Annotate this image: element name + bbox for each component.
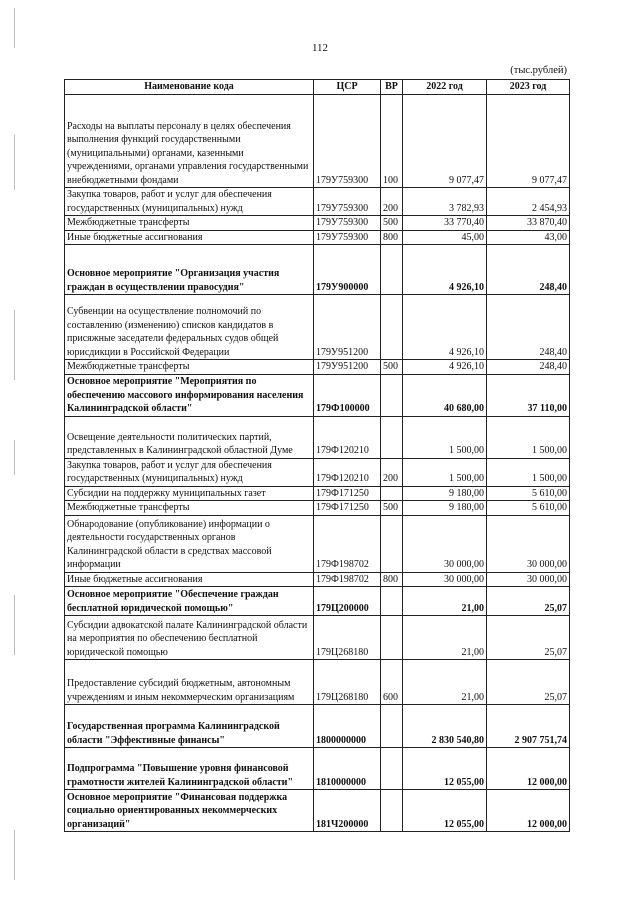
table-row: [65, 458, 570, 486]
table-body: [65, 95, 570, 832]
header-vr: ВР: [381, 80, 403, 95]
binding-line: [14, 595, 15, 655]
cell-name: Обнародование (опубликование) информации о деятельности государственных органов Калининградской области в средствах массовой информации: [65, 515, 314, 572]
cell-csr: 179У951200: [314, 295, 381, 360]
table-row: [65, 416, 570, 458]
header-2023: 2023 год: [487, 80, 570, 95]
cell-csr: 179У759300: [314, 230, 381, 245]
table-row: [65, 486, 570, 501]
cell-2022: 21,00: [403, 660, 487, 705]
cell-2022: 40 680,00: [403, 374, 487, 416]
cell-csr: 179У759300: [314, 188, 381, 216]
cell-2023: 43,00: [487, 230, 570, 245]
cell-vr: 800: [381, 230, 403, 245]
cell-2023: 5 610,00: [487, 486, 570, 501]
cell-csr: 179Ф171250: [314, 486, 381, 501]
cell-name: Межбюджетные трансферты: [65, 501, 314, 516]
cell-2023: 9 077,47: [487, 95, 570, 188]
cell-2022: 4 926,10: [403, 295, 487, 360]
binding-line: [14, 440, 15, 475]
cell-2022: 2 830 540,80: [403, 705, 487, 748]
binding-line: [14, 830, 15, 880]
table-row: [65, 374, 570, 416]
cell-csr: 179У900000: [314, 245, 381, 295]
cell-vr: 100: [381, 95, 403, 188]
cell-2023: 30 000,00: [487, 572, 570, 587]
binding-line: [14, 135, 15, 190]
cell-2022: 33 770,40: [403, 216, 487, 231]
cell-vr: [381, 416, 403, 458]
table-row: [65, 790, 570, 832]
cell-csr: 179Ф171250: [314, 501, 381, 516]
cell-2023: 248,40: [487, 360, 570, 375]
header-name: Наименование кода: [65, 80, 314, 95]
cell-2022: 4 926,10: [403, 360, 487, 375]
cell-vr: [381, 486, 403, 501]
table-row: [65, 501, 570, 516]
cell-name: Государственная программа Калининградской области "Эффективные финансы": [65, 705, 314, 748]
table-row: [65, 616, 570, 660]
cell-2023: 2 907 751,74: [487, 705, 570, 748]
cell-name: Основное мероприятие "Мероприятия по обеспечению массового информирования населения Калининградской области": [65, 374, 314, 416]
cell-name: Освещение деятельности политических партий, представленных в Калининградской областной Думе: [65, 416, 314, 458]
cell-csr: 179Ф198702: [314, 572, 381, 587]
cell-2022: 21,00: [403, 587, 487, 616]
cell-name: Закупка товаров, работ и услуг для обеспечения государственных (муниципальных) нужд: [65, 188, 314, 216]
unit-note: (тыс.рублей): [510, 65, 567, 76]
cell-vr: [381, 616, 403, 660]
binding-line: [14, 310, 15, 380]
cell-2022: 4 926,10: [403, 245, 487, 295]
cell-2023: 1 500,00: [487, 416, 570, 458]
cell-vr: 600: [381, 660, 403, 705]
cell-2022: 3 782,93: [403, 188, 487, 216]
table-row: [65, 587, 570, 616]
cell-2022: 12 055,00: [403, 748, 487, 790]
cell-name: Основное мероприятие "Организация участия граждан в осуществлении правосудия": [65, 245, 314, 295]
cell-vr: [381, 245, 403, 295]
cell-csr: 179Ф120210: [314, 458, 381, 486]
cell-2023: 248,40: [487, 295, 570, 360]
cell-csr: 181Ч200000: [314, 790, 381, 832]
cell-2023: 2 454,93: [487, 188, 570, 216]
table-row: [65, 572, 570, 587]
cell-2023: 248,40: [487, 245, 570, 295]
cell-2022: 9 077,47: [403, 95, 487, 188]
cell-vr: 500: [381, 501, 403, 516]
cell-name: Закупка товаров, работ и услуг для обеспечения государственных (муниципальных) нужд: [65, 458, 314, 486]
table-row: [65, 515, 570, 572]
table-row: [65, 230, 570, 245]
table-row: [65, 95, 570, 188]
cell-csr: 179Ц200000: [314, 587, 381, 616]
cell-vr: [381, 705, 403, 748]
table-row: [65, 748, 570, 790]
cell-csr: 179У759300: [314, 216, 381, 231]
cell-2023: 25,07: [487, 587, 570, 616]
cell-name: Подпрограмма "Повышение уровня финансовой грамотности жителей Калининградской области": [65, 748, 314, 790]
cell-name: Иные бюджетные ассигнования: [65, 230, 314, 245]
cell-vr: 200: [381, 188, 403, 216]
cell-vr: [381, 295, 403, 360]
cell-2023: 25,07: [487, 660, 570, 705]
cell-2022: 1 500,00: [403, 416, 487, 458]
cell-2022: 21,00: [403, 616, 487, 660]
cell-2022: 9 180,00: [403, 501, 487, 516]
cell-vr: [381, 515, 403, 572]
budget-table: [64, 79, 570, 832]
cell-2023: 5 610,00: [487, 501, 570, 516]
cell-2023: 30 000,00: [487, 515, 570, 572]
cell-vr: 200: [381, 458, 403, 486]
cell-name: Расходы на выплаты персоналу в целях обеспечения выполнения функций государственными (муниципальными) органами, казенными учреждениями, органами управления государственными внебюджетными фондами: [65, 95, 314, 188]
cell-2022: 9 180,00: [403, 486, 487, 501]
header-2022: 2022 год: [403, 80, 487, 95]
cell-csr: 179У951200: [314, 360, 381, 375]
cell-csr: 1800000000: [314, 705, 381, 748]
cell-name: Предоставление субсидий бюджетным, автономным учреждениям и иным некоммерческим организациям: [65, 660, 314, 705]
cell-name: Иные бюджетные ассигнования: [65, 572, 314, 587]
cell-name: Субсидии на поддержку муниципальных газет: [65, 486, 314, 501]
table-row: [65, 360, 570, 375]
cell-csr: 179Ц268180: [314, 616, 381, 660]
cell-2023: 12 000,00: [487, 790, 570, 832]
cell-2023: 33 870,40: [487, 216, 570, 231]
table-row: [65, 245, 570, 295]
cell-csr: 1810000000: [314, 748, 381, 790]
table-row: [65, 295, 570, 360]
cell-vr: [381, 374, 403, 416]
cell-csr: 179Ф120210: [314, 416, 381, 458]
cell-2022: 1 500,00: [403, 458, 487, 486]
cell-name: Основное мероприятие "Финансовая поддержка социально ориентированных некоммерческих организаций": [65, 790, 314, 832]
cell-csr: 179Ф100000: [314, 374, 381, 416]
cell-2022: 12 055,00: [403, 790, 487, 832]
cell-2023: 25,07: [487, 616, 570, 660]
cell-2022: 30 000,00: [403, 572, 487, 587]
cell-csr: 179Ц268180: [314, 660, 381, 705]
cell-2023: 12 000,00: [487, 748, 570, 790]
cell-vr: 500: [381, 216, 403, 231]
cell-name: Межбюджетные трансферты: [65, 216, 314, 231]
cell-2022: 30 000,00: [403, 515, 487, 572]
cell-name: Субсидии адвокатской палате Калининградской области на мероприятия по обеспечению бесплатной юридической помощью: [65, 616, 314, 660]
table-row: [65, 660, 570, 705]
cell-2023: 37 110,00: [487, 374, 570, 416]
header-csr: ЦСР: [314, 80, 381, 95]
cell-vr: [381, 790, 403, 832]
cell-name: Межбюджетные трансферты: [65, 360, 314, 375]
cell-name: Субвенции на осуществление полномочий по составлению (изменению) списков кандидатов в присяжные заседатели федеральных судов общей юрисдикции в Российской Федерации: [65, 295, 314, 360]
cell-vr: [381, 587, 403, 616]
cell-vr: 800: [381, 572, 403, 587]
page-number: 112: [311, 42, 329, 54]
cell-vr: 500: [381, 360, 403, 375]
cell-csr: 179У759300: [314, 95, 381, 188]
table-row: [65, 216, 570, 231]
table-row: [65, 188, 570, 216]
cell-vr: [381, 748, 403, 790]
cell-2023: 1 500,00: [487, 458, 570, 486]
cell-2022: 45,00: [403, 230, 487, 245]
table-row: [65, 705, 570, 748]
cell-csr: 179Ф198702: [314, 515, 381, 572]
table-header-row: [65, 80, 570, 95]
cell-name: Основное мероприятие "Обеспечение граждан бесплатной юридической помощью": [65, 587, 314, 616]
